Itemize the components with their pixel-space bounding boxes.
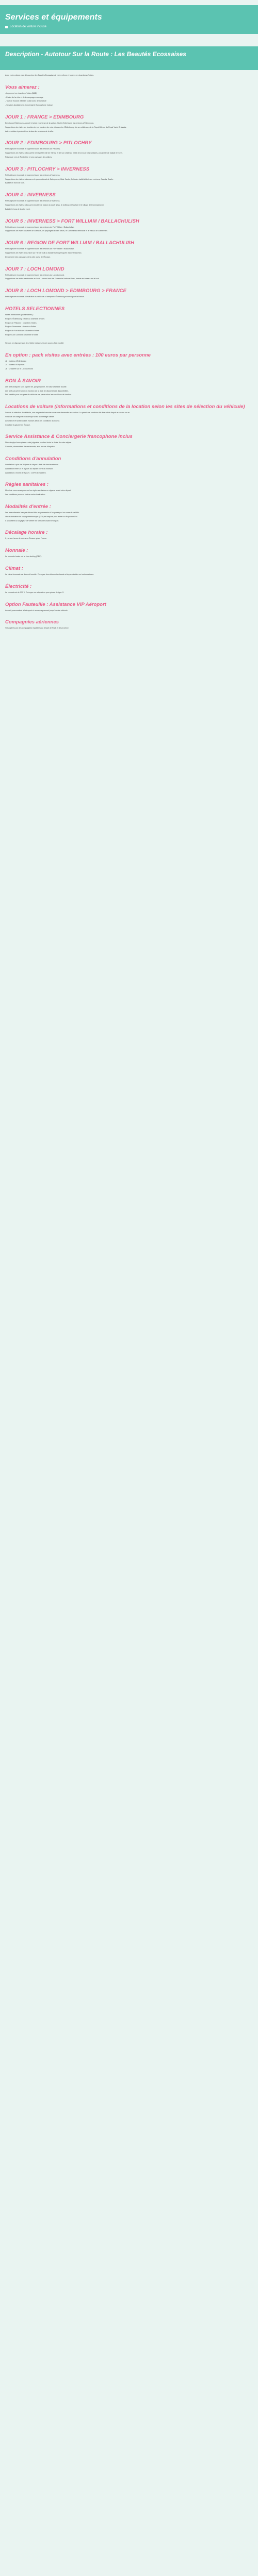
day-paragraph: Suggestions de visites : découvrez le parc national de Cairngorms, Blair Castle, Culloden battlefield et ses environs, Cawdor Castle. bbox=[5, 178, 114, 180]
electricite-paragraph: Le courant est de 230 V. Prévoyez un adaptateur pour prises de type G. bbox=[5, 591, 64, 594]
modalites-paragraph: Une autorisation de voyage électronique (ETA) est requise pour entrer au Royaume-Uni. bbox=[5, 515, 78, 518]
day-paragraph: Suggestions de visite : en fonction de vos horaires de vols, découverte d'Édimbourg, de ses châteaux, de la Royal Mile ou du Royal Yacht Britannia. bbox=[5, 126, 127, 128]
hotels-paragraph: Région d'Inverness : chambre d'hôtes bbox=[5, 326, 37, 328]
day-paragraph: Envol pour Édimbourg. Accueil et prise en charge de la voiture. Nuit à l'hôtel dans les environs d'Édimbourg. bbox=[5, 122, 94, 124]
location-paragraph: Lors de la sélection du véhicule, une empreinte bancaire vous sera demandée en caution. Le permis de conduire doit être valide depuis au moins un an. bbox=[5, 412, 131, 414]
day-title: JOUR 5 : INVERNESS > FORT WILLIAM / BALLACHULISH bbox=[5, 218, 139, 224]
modalites-title: Modalités d'entrée : bbox=[5, 504, 51, 510]
hotels-paragraph: Hôtels mentionnés (ou similaires) : bbox=[5, 313, 34, 316]
assistance-title: Service Assistance & Conciergerie francophone inclus bbox=[5, 434, 133, 440]
day-paragraph: Petit-déjeuner écossais et logement dans les environs du Loch Lomond. bbox=[5, 274, 64, 276]
day-paragraph: Autres visites à proximité ou à dans les environs de la ville. bbox=[5, 130, 54, 132]
vous-aimerez-line: - Écrins de la côte et de la campagne sauvage bbox=[5, 96, 43, 98]
hotels-paragraph: Région de Pitlochry : chambre d'hôtes bbox=[5, 321, 37, 324]
regles-paragraph: Merci de vous renseigner sur les règles sanitaires en vigueur avant votre départ. bbox=[5, 489, 71, 492]
conditions-paragraph: Annulation à moins de 8 jours : 100% du montant. bbox=[5, 471, 46, 474]
day-paragraph: Suggestions de visites : découverte de la petite ville de Stirling et de son château. Visite de la route des whiskies, possibilité de balade en forêt. bbox=[5, 152, 123, 155]
location-included bbox=[5, 25, 253, 30]
decalage-title: Décalage horaire : bbox=[5, 530, 48, 536]
bon-a-savoir-paragraph: Prix valable pour une prise de véhicule sur place selon les conditions de location. bbox=[5, 394, 72, 396]
day-title: JOUR 1 : FRANCE > EDIMBOURG bbox=[5, 114, 84, 120]
day-paragraph: Balade le long de la côte nord. bbox=[5, 208, 30, 210]
hotels-paragraph: Région d'Édimbourg : Hôtel ou chambre d'hôtes bbox=[5, 317, 45, 320]
options-title: En option : pack visites avec entrées : 100 euros par personne bbox=[5, 352, 151, 358]
electricite-title: Électricité : bbox=[5, 583, 32, 589]
conditions-paragraph: Annulation à plus de 30 jours du départ : frais de dossier retenus. bbox=[5, 464, 59, 466]
vous-aimerez-line: - Tour de Ecosse d'Est en Ouest avec de la nature bbox=[5, 100, 46, 103]
location-title: Locations de voiture (informations et conditions de la location selon les sites de sélection du véhicule) bbox=[5, 404, 245, 410]
day-paragraph: Petit-déjeuner écossais. Restitution du véhicule à l'aéroport d'Édimbourg et envol pour la France. bbox=[5, 296, 85, 298]
day-title: JOUR 6 : REGION DE FORT WILLIAM / BALLACHULISH bbox=[5, 240, 134, 246]
monnaie-title: Monnaie : bbox=[5, 548, 28, 554]
location-label: Location de voiture incluse bbox=[10, 25, 47, 28]
services-title: Services et équipements bbox=[5, 13, 102, 22]
day-title: JOUR 2 : EDIMBOURG > PITLOCHRY bbox=[5, 140, 92, 146]
option-fauteuil-paragraph: Accueil personnalisé à l'aéroport et accompagnement jusqu'à votre véhicule. bbox=[5, 609, 68, 612]
day-paragraph: Suggestions de visite : la vallée de Glencoe, les paysages du Ben Nevis, le Commando Memorial et le viaduc de Glenfinnan. bbox=[5, 230, 108, 232]
day-paragraph: Suggestions de visites : découvrez la célèbre région du Loch Ness, le château d'Urquhart et le village de Drumnadrochit. bbox=[5, 204, 104, 206]
day-paragraph: Balade en bord de loch. bbox=[5, 182, 25, 184]
day-title: JOUR 4 : INVERNESS bbox=[5, 192, 56, 198]
assistance-paragraph: Notre équipe francophone reste joignable pendant toute la durée de votre séjour. bbox=[5, 442, 72, 444]
compagnies-paragraph: Vols opérés par des compagnies régulières au départ de Paris et de province. bbox=[5, 627, 69, 630]
day-paragraph: Petit-déjeuner écossais et logement dans les environs de Fort William / Ballachulish. bbox=[5, 226, 75, 228]
services-header bbox=[0, 5, 258, 34]
day-paragraph: Petit-déjeuner écossais et logement dans les environs de Fort William / Ballachulish. bbox=[5, 248, 75, 250]
description-title: Description - Autotour Sur la Route : Les Beautés Ecossaises bbox=[5, 50, 186, 58]
day-paragraph: Puis route vers le Perthshire et ses paysages de collines. bbox=[5, 156, 53, 158]
day-paragraph: Petit-déjeuner écossais et logement dans les environs de Pitlochry. bbox=[5, 148, 60, 150]
modalites-paragraph: Les ressortissants français doivent être en possession d'un passeport en cours de validité. bbox=[5, 512, 79, 514]
location-paragraph: Conduite à gauche en Écosse. bbox=[5, 423, 30, 426]
conditions-paragraph: Annulation entre 30 et 8 jours du départ : 50% du montant. bbox=[5, 467, 54, 470]
options-paragraph: J6 : Croisière sur le Loch Lomond bbox=[5, 368, 33, 370]
regles-paragraph: Les conditions peuvent évoluer selon la situation. bbox=[5, 494, 46, 496]
day-paragraph: Découverte des paysages de la côte ouest de l'Écosse. bbox=[5, 256, 51, 258]
bon-a-savoir-paragraph: Les tarifs indiqués sont à partir de, par personne, en base chambre double. bbox=[5, 385, 67, 388]
intro-text: Avec votre voiture vous découvrirez les Beautés Ecossaises à votre rythme et logerez en chambres d'hôtes. bbox=[5, 74, 94, 76]
vous-aimerez-line: - Services Assistance & Conciergerie francophone incluse bbox=[5, 104, 53, 107]
assistance-paragraph: Conseils, réservations de restaurants, aide en cas d'imprévu. bbox=[5, 446, 56, 448]
day-title: JOUR 3 : PITLOCHRY > INVERNESS bbox=[5, 166, 90, 172]
monnaie-paragraph: La monnaie locale est la livre sterling (GBP). bbox=[5, 555, 42, 558]
modalites-paragraph: Il appartient au voyageur de vérifier les formalités avant le départ. bbox=[5, 519, 59, 522]
hotels-note: Si vous ne disposez pas des hôtels indiqués, le prix pourra être modifié. bbox=[5, 342, 64, 344]
bon-a-savoir-paragraph: Les tarifs peuvent varier en fonction de la date de départ et des disponibilités. bbox=[5, 389, 69, 392]
options-paragraph: J4 : château d'Urquhart bbox=[5, 364, 25, 366]
description-header bbox=[0, 46, 258, 70]
vous-aimerez-line: - Logement en chambre d'hôtes (B&B) bbox=[5, 92, 37, 94]
hotels-paragraph: Région de Fort William : chambre d'hôtes bbox=[5, 330, 39, 332]
day-title: JOUR 7 : LOCH LOMOND bbox=[5, 266, 64, 272]
hotels-title: HOTELS SELECTIONNES bbox=[5, 306, 65, 312]
day-paragraph: Suggestions de visite : excursion sur l'île de Mull ou balade sur la presqu'île d'Ardnamurchan. bbox=[5, 251, 82, 254]
day-paragraph: Petit-déjeuner écossais et logement dans les environs d'Inverness. bbox=[5, 174, 60, 176]
location-paragraph: Véhicule de catégorie économique avec kilométrage illimité. bbox=[5, 416, 55, 418]
day-paragraph: Petit-déjeuner écossais et logement dans les environs d'Inverness. bbox=[5, 200, 60, 202]
climat-title: Climat : bbox=[5, 566, 23, 572]
decalage-paragraph: Il y a une heure de moins en Écosse qu'en France. bbox=[5, 537, 47, 540]
hotels-paragraph: Région Loch Lomond : chambre d'hôtes bbox=[5, 333, 38, 336]
bon-a-savoir-title: BON À SAVOIR bbox=[5, 378, 41, 384]
car-icon bbox=[5, 26, 8, 28]
conditions-title: Conditions d'annulation bbox=[5, 456, 61, 462]
vous-aimerez-title: Vous aimerez : bbox=[5, 84, 40, 90]
options-paragraph: J2 : château d'Édimbourg bbox=[5, 360, 26, 362]
climat-paragraph: Le climat écossais est doux et humide. Prévoyez des vêtements chauds et imperméables en toutes saisons. bbox=[5, 573, 94, 576]
day-title: JOUR 8 : LOCH LOMOND > EDIMBOURG > FRANCE bbox=[5, 288, 126, 294]
location-paragraph: Assurance et taxes locales incluses selon les conditions du loueur. bbox=[5, 419, 60, 422]
day-paragraph: Suggestions de visite : randonnée au Loch Lomond and the Trossachs National Park, balade en bateau sur le loch. bbox=[5, 278, 100, 280]
option-fauteuil-title: Option Fauteuille : Assistance VIP Aéroport bbox=[5, 601, 106, 607]
regles-title: Règles sanitaires : bbox=[5, 482, 49, 488]
compagnies-title: Compagnies aériennes bbox=[5, 619, 59, 625]
